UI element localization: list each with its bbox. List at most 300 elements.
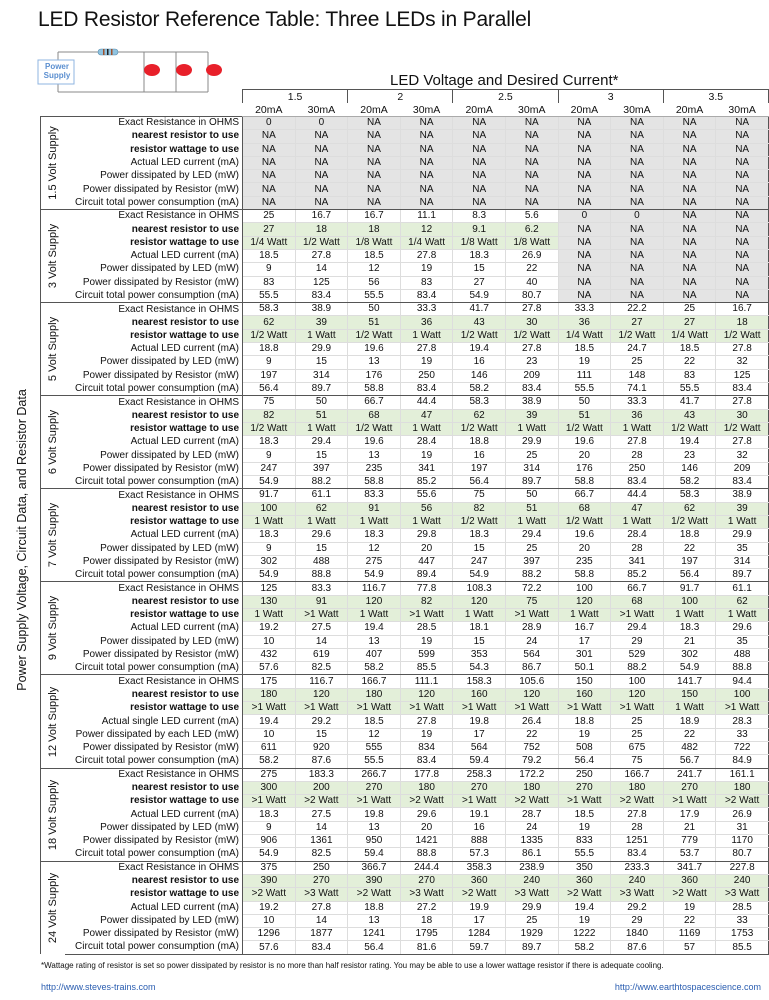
table-row <box>41 170 769 183</box>
value-cell: NA <box>453 156 506 169</box>
resistor-reference-table <box>40 89 769 955</box>
current-header: 30mA <box>716 103 769 117</box>
value-cell: 21 <box>663 635 716 648</box>
value-cell: NA <box>505 196 558 209</box>
value-cell: 58.2 <box>558 941 611 954</box>
row-label: nearest resistor to use <box>65 223 243 236</box>
value-cell: 125 <box>716 369 769 382</box>
value-cell: 19.4 <box>348 622 401 635</box>
value-cell: 83.4 <box>295 941 348 954</box>
value-cell: 197 <box>243 369 296 382</box>
row-label: Circuit total power consumption (mA) <box>65 662 243 675</box>
value-cell: 56 <box>348 276 401 289</box>
value-cell: 150 <box>558 675 611 688</box>
value-cell: 300 <box>243 781 296 794</box>
value-cell: 89.7 <box>505 476 558 489</box>
value-cell: NA <box>611 236 664 249</box>
value-cell: 6.2 <box>505 223 558 236</box>
value-cell: 43 <box>453 316 506 329</box>
value-cell: 1 Watt <box>243 608 296 621</box>
table-row <box>41 648 769 661</box>
row-label: Circuit total power consumption (mA) <box>65 569 243 582</box>
value-cell: 18.8 <box>243 343 296 356</box>
value-cell: 83.4 <box>295 289 348 302</box>
value-cell: 25 <box>611 356 664 369</box>
value-cell: 17.9 <box>663 808 716 821</box>
value-cell: 35 <box>716 542 769 555</box>
value-cell: 270 <box>453 781 506 794</box>
value-cell: 22.2 <box>611 303 664 316</box>
value-cell: 19.2 <box>243 901 296 914</box>
value-cell: 111 <box>558 369 611 382</box>
value-cell: 1/2 Watt <box>663 422 716 435</box>
table-row <box>41 130 769 143</box>
value-cell: 834 <box>400 741 453 754</box>
value-cell: 39 <box>505 409 558 422</box>
value-cell: 18 <box>295 223 348 236</box>
row-label: resistor wattage to use <box>65 515 243 528</box>
value-cell: 508 <box>558 741 611 754</box>
value-cell: 1/2 Watt <box>505 329 558 342</box>
value-cell: 19 <box>400 449 453 462</box>
row-label: Power dissipated by Resistor (mW) <box>65 835 243 848</box>
value-cell: NA <box>558 130 611 143</box>
value-cell: 125 <box>295 276 348 289</box>
value-cell: NA <box>611 249 664 262</box>
value-cell: 14 <box>295 821 348 834</box>
value-cell: >1 Watt <box>505 702 558 715</box>
value-cell: NA <box>716 117 769 130</box>
table-row <box>41 289 769 302</box>
value-cell: 27.8 <box>716 343 769 356</box>
value-cell: 18.3 <box>243 436 296 449</box>
row-label: Circuit total power consumption (mA) <box>65 941 243 954</box>
value-cell: 86.7 <box>505 662 558 675</box>
value-cell: NA <box>716 249 769 262</box>
value-cell: 19.1 <box>453 808 506 821</box>
value-cell: 172.2 <box>505 768 558 781</box>
vertical-axis-label: Power Supply Voltage, Circuit Data, and Resistor Data <box>15 389 29 691</box>
value-cell: 51 <box>348 316 401 329</box>
value-cell: 19.4 <box>558 901 611 914</box>
value-cell: 888 <box>453 835 506 848</box>
value-cell: 100 <box>558 582 611 595</box>
value-cell: 54.9 <box>453 289 506 302</box>
table-row <box>41 861 769 874</box>
value-cell: 18.5 <box>348 249 401 262</box>
value-cell: 270 <box>663 781 716 794</box>
value-cell: 19 <box>400 635 453 648</box>
value-cell: 27 <box>453 276 506 289</box>
value-cell: NA <box>400 130 453 143</box>
row-label: Exact Resistance in OHMS <box>65 582 243 595</box>
value-cell: 301 <box>558 648 611 661</box>
table-row <box>41 263 769 276</box>
value-cell: 675 <box>611 741 664 754</box>
value-cell: NA <box>505 156 558 169</box>
row-label: resistor wattage to use <box>65 795 243 808</box>
value-cell: NA <box>400 183 453 196</box>
value-cell: NA <box>716 183 769 196</box>
supply-label: 24 Volt Supply <box>46 872 59 944</box>
table-row <box>41 316 769 329</box>
value-cell: 89.7 <box>505 941 558 954</box>
value-cell: 56.4 <box>453 476 506 489</box>
value-cell: 341 <box>400 462 453 475</box>
value-cell: 619 <box>295 648 348 661</box>
value-cell: 12 <box>400 223 453 236</box>
value-cell: NA <box>400 117 453 130</box>
value-cell: 83.3 <box>348 489 401 502</box>
value-cell: 29.6 <box>400 808 453 821</box>
value-cell: 54.9 <box>453 569 506 582</box>
table-row <box>41 117 769 130</box>
row-label: resistor wattage to use <box>65 702 243 715</box>
table-row <box>41 502 769 515</box>
value-cell: 1 Watt <box>716 515 769 528</box>
table-row <box>41 356 769 369</box>
current-header: 30mA <box>505 103 558 117</box>
value-cell: 56.4 <box>243 382 296 395</box>
value-cell: 19.6 <box>558 436 611 449</box>
value-cell: 24 <box>505 635 558 648</box>
value-cell: 1 Watt <box>663 702 716 715</box>
row-label: Circuit total power consumption (mA) <box>65 382 243 395</box>
value-cell: NA <box>558 117 611 130</box>
value-cell: NA <box>663 223 716 236</box>
value-cell: 58.2 <box>453 382 506 395</box>
row-label: Circuit total power consumption (mA) <box>65 476 243 489</box>
row-label: Circuit total power consumption (mA) <box>65 289 243 302</box>
value-cell: 22 <box>663 728 716 741</box>
value-cell: NA <box>295 130 348 143</box>
row-label: Exact Resistance in OHMS <box>65 675 243 688</box>
value-cell: 27.8 <box>505 303 558 316</box>
value-cell: 1 Watt <box>243 515 296 528</box>
value-cell: 66.7 <box>348 396 401 409</box>
value-cell: NA <box>505 143 558 156</box>
value-cell: 19 <box>663 901 716 914</box>
value-cell: 77.8 <box>400 582 453 595</box>
row-label: resistor wattage to use <box>65 236 243 249</box>
value-cell: 41.7 <box>453 303 506 316</box>
value-cell: 61.1 <box>295 489 348 502</box>
value-cell: 1 Watt <box>611 515 664 528</box>
value-cell: NA <box>663 117 716 130</box>
value-cell: 1/2 Watt <box>558 515 611 528</box>
value-cell: 1/2 Watt <box>243 422 296 435</box>
value-cell: 9 <box>243 821 296 834</box>
row-label: resistor wattage to use <box>65 329 243 342</box>
value-cell: 1284 <box>453 928 506 941</box>
value-cell: 432 <box>243 648 296 661</box>
row-label: nearest resistor to use <box>65 874 243 887</box>
value-cell: 100 <box>611 675 664 688</box>
value-cell: 19 <box>558 914 611 927</box>
supply-label: 7 Volt Supply <box>46 503 59 568</box>
value-cell: 83.4 <box>611 848 664 861</box>
table-row <box>41 835 769 848</box>
value-cell: 50 <box>558 396 611 409</box>
value-cell: 1 Watt <box>400 422 453 435</box>
value-cell: 1795 <box>400 928 453 941</box>
value-cell: 82 <box>400 595 453 608</box>
value-cell: 27 <box>611 316 664 329</box>
table-row <box>41 608 769 621</box>
row-label: Power dissipated by LED (mW) <box>65 263 243 276</box>
value-cell: 27.5 <box>295 622 348 635</box>
value-cell: 235 <box>558 555 611 568</box>
value-cell: 1/4 Watt <box>558 329 611 342</box>
value-cell: 1296 <box>243 928 296 941</box>
value-cell: 0 <box>558 210 611 223</box>
table-row <box>41 728 769 741</box>
row-label: nearest resistor to use <box>65 781 243 794</box>
value-cell: 19.8 <box>348 808 401 821</box>
value-cell: NA <box>400 170 453 183</box>
value-cell: 18.5 <box>243 249 296 262</box>
value-cell: 50 <box>295 396 348 409</box>
value-cell: NA <box>558 156 611 169</box>
value-cell: 18.3 <box>348 529 401 542</box>
table-row <box>41 369 769 382</box>
value-cell: 180 <box>611 781 664 794</box>
value-cell: 27.2 <box>400 901 453 914</box>
value-cell: 15 <box>295 542 348 555</box>
value-cell: 833 <box>558 835 611 848</box>
value-cell: 247 <box>243 462 296 475</box>
value-cell: 1/8 Watt <box>505 236 558 249</box>
value-cell: 180 <box>348 688 401 701</box>
value-cell: 15 <box>453 542 506 555</box>
current-header: 30mA <box>400 103 453 117</box>
row-label: nearest resistor to use <box>65 316 243 329</box>
row-label: Exact Resistance in OHMS <box>65 210 243 223</box>
value-cell: NA <box>558 289 611 302</box>
value-cell: NA <box>243 156 296 169</box>
table-subtitle: LED Voltage and Desired Current* <box>390 72 619 89</box>
value-cell: 9 <box>243 263 296 276</box>
table-row <box>41 888 769 901</box>
value-cell: 146 <box>453 369 506 382</box>
value-cell: >1 Watt <box>400 608 453 621</box>
value-cell: 27.8 <box>295 901 348 914</box>
value-cell: NA <box>716 236 769 249</box>
value-cell: 447 <box>400 555 453 568</box>
value-cell: 1222 <box>558 928 611 941</box>
value-cell: 85.5 <box>400 662 453 675</box>
table-row <box>41 675 769 688</box>
value-cell: 75 <box>611 755 664 768</box>
value-cell: 150 <box>663 688 716 701</box>
row-label: Power dissipated by LED (mW) <box>65 170 243 183</box>
value-cell: 17 <box>453 914 506 927</box>
value-cell: 22 <box>663 914 716 927</box>
value-cell: 88.8 <box>295 569 348 582</box>
value-cell: 16 <box>453 449 506 462</box>
table-row <box>41 249 769 262</box>
value-cell: 120 <box>611 688 664 701</box>
value-cell: 57 <box>663 941 716 954</box>
value-cell: NA <box>663 143 716 156</box>
value-cell: 209 <box>505 369 558 382</box>
value-cell: NA <box>348 170 401 183</box>
value-cell: 36 <box>611 409 664 422</box>
value-cell: NA <box>558 263 611 276</box>
value-cell: 250 <box>295 861 348 874</box>
value-cell: 28 <box>611 821 664 834</box>
row-label: nearest resistor to use <box>65 502 243 515</box>
value-cell: 58.3 <box>663 489 716 502</box>
table-row <box>41 715 769 728</box>
value-cell: 91 <box>295 595 348 608</box>
value-cell: 240 <box>505 874 558 887</box>
value-cell: 80.7 <box>505 289 558 302</box>
value-cell: 27.8 <box>295 249 348 262</box>
table-row <box>41 515 769 528</box>
value-cell: NA <box>295 196 348 209</box>
value-cell: 19.9 <box>453 901 506 914</box>
value-cell: 38.9 <box>505 396 558 409</box>
row-label: Actual LED current (mA) <box>65 808 243 821</box>
value-cell: 18.8 <box>663 529 716 542</box>
value-cell: 82 <box>453 502 506 515</box>
value-cell: NA <box>348 117 401 130</box>
value-cell: 62 <box>716 595 769 608</box>
value-cell: 722 <box>716 741 769 754</box>
value-cell: NA <box>663 156 716 169</box>
value-cell: 1335 <box>505 835 558 848</box>
value-cell: 29.9 <box>295 343 348 356</box>
value-cell: 1 Watt <box>611 422 664 435</box>
value-cell: 1/2 Watt <box>348 422 401 435</box>
value-cell: 240 <box>716 874 769 887</box>
value-cell: NA <box>611 276 664 289</box>
value-cell: 66.7 <box>558 489 611 502</box>
value-cell: NA <box>348 143 401 156</box>
supply-label-cell <box>41 582 65 675</box>
value-cell: 25 <box>611 728 664 741</box>
table-row <box>41 422 769 435</box>
value-cell: 39 <box>295 316 348 329</box>
row-label: Exact Resistance in OHMS <box>65 861 243 874</box>
value-cell: 350 <box>558 861 611 874</box>
value-cell: >1 Watt <box>558 795 611 808</box>
value-cell: 54.9 <box>243 476 296 489</box>
value-cell: 120 <box>558 595 611 608</box>
value-cell: NA <box>663 236 716 249</box>
value-cell: 27.5 <box>295 808 348 821</box>
value-cell: 54.9 <box>243 848 296 861</box>
value-cell: >1 Watt <box>295 702 348 715</box>
value-cell: 18 <box>348 223 401 236</box>
value-cell: 779 <box>663 835 716 848</box>
value-cell: 180 <box>400 781 453 794</box>
current-header: 20mA <box>453 103 506 117</box>
value-cell: 83 <box>243 276 296 289</box>
value-cell: 89.7 <box>716 569 769 582</box>
table-row <box>41 821 769 834</box>
value-cell: >1 Watt <box>558 702 611 715</box>
row-label: Actual single LED current (mA) <box>65 715 243 728</box>
value-cell: 146 <box>663 462 716 475</box>
value-cell: 29.9 <box>505 436 558 449</box>
value-cell: 488 <box>716 648 769 661</box>
value-cell: 1840 <box>611 928 664 941</box>
value-cell: 61.1 <box>716 582 769 595</box>
supply-label: 1.5 Volt Supply <box>46 126 59 200</box>
value-cell: 82.5 <box>295 848 348 861</box>
table-row <box>41 914 769 927</box>
value-cell: 43 <box>663 409 716 422</box>
steves-trains-link[interactable]: http://www.steves-trains.com <box>41 982 156 992</box>
value-cell: 28 <box>611 542 664 555</box>
value-cell: 83.4 <box>400 289 453 302</box>
value-cell: 27.8 <box>505 343 558 356</box>
value-cell: NA <box>716 130 769 143</box>
value-cell: 599 <box>400 648 453 661</box>
value-cell: 30 <box>716 409 769 422</box>
value-cell: 250 <box>400 369 453 382</box>
supply-label: 9 Volt Supply <box>46 596 59 661</box>
value-cell: 33 <box>716 914 769 927</box>
table-row <box>41 755 769 768</box>
value-cell: 1 Watt <box>453 608 506 621</box>
value-cell: 1 Watt <box>558 608 611 621</box>
value-cell: 108.3 <box>453 582 506 595</box>
supply-label-cell <box>41 210 65 303</box>
footnote: *Wattage rating of resistor is set so power dissipated by resistor is no more than half resistor rating. You may be able to use a lower wattage resistor if there is adequate cooling. <box>41 961 664 970</box>
value-cell: 29.9 <box>716 529 769 542</box>
value-cell: NA <box>400 143 453 156</box>
value-cell: 130 <box>243 595 296 608</box>
value-cell: 227.8 <box>716 861 769 874</box>
value-cell: 18.8 <box>348 901 401 914</box>
value-cell: >1 Watt <box>295 608 348 621</box>
value-cell: 8.3 <box>453 210 506 223</box>
value-cell: 28 <box>611 449 664 462</box>
value-cell: 57.3 <box>453 848 506 861</box>
earthtospacescience-link[interactable]: http://www.earthtospacescience.com <box>614 982 761 992</box>
value-cell: 44.4 <box>400 396 453 409</box>
table-row <box>41 582 769 595</box>
value-cell: 564 <box>453 741 506 754</box>
value-cell: >3 Watt <box>505 888 558 901</box>
value-cell: 20 <box>558 542 611 555</box>
value-cell: 19 <box>558 821 611 834</box>
value-cell: 29.2 <box>295 715 348 728</box>
value-cell: NA <box>663 263 716 276</box>
value-cell: 920 <box>295 741 348 754</box>
table-row <box>41 941 769 954</box>
row-label: resistor wattage to use <box>65 422 243 435</box>
value-cell: 54.3 <box>453 662 506 675</box>
value-cell: 28.5 <box>400 622 453 635</box>
row-label: Actual LED current (mA) <box>65 436 243 449</box>
blank-header <box>41 103 243 117</box>
value-cell: NA <box>558 196 611 209</box>
value-cell: 197 <box>453 462 506 475</box>
value-cell: 83.4 <box>611 476 664 489</box>
value-cell: NA <box>295 170 348 183</box>
value-cell: 125 <box>243 582 296 595</box>
value-cell: 40 <box>505 276 558 289</box>
value-cell: 180 <box>243 688 296 701</box>
value-cell: 1 Watt <box>400 515 453 528</box>
value-cell: 83 <box>663 369 716 382</box>
value-cell: 68 <box>611 595 664 608</box>
value-cell: 55.5 <box>558 382 611 395</box>
